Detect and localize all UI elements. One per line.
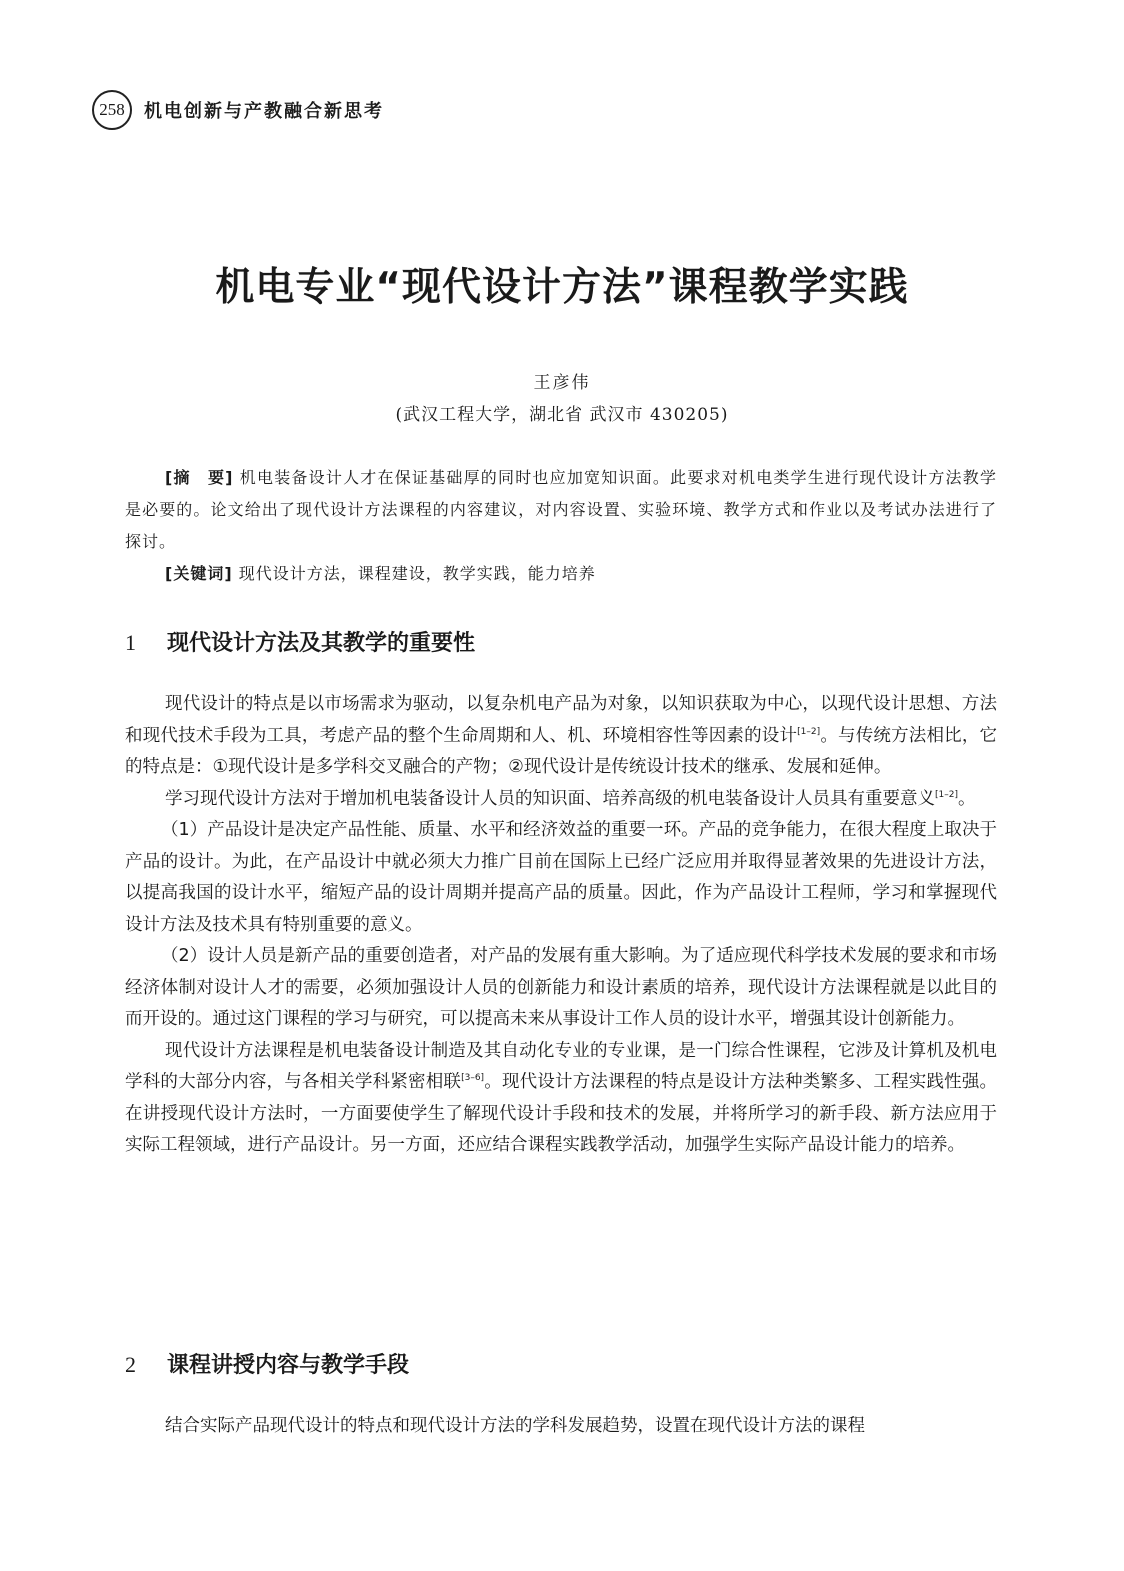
citation: [1–2] bbox=[797, 726, 821, 737]
paragraph: （1）产品设计是决定产品性能、质量、水平和经济效益的重要一环。产品的竞争能力，在很大程度上取决于产品的设计。为此，在产品设计中就必须大力推广目前在国际上已经广泛应用并取得显著效果的先进设计方法，以提高我国的设计水平，缩短产品的设计周期并提高产品的质量。因此，作为产品设计工程师，学习和掌握现代设计方法及技术具有特别重要的意义。 bbox=[125, 820, 997, 935]
paragraph-text: 现代设计方法课程是机电装备设计制造及其自动化专业的专业课，是一门综合性课程，它涉及计算机及机电学科的大部分内容，与各相关学科紧密相联 bbox=[125, 1040, 997, 1092]
author-affiliation: (武汉工程大学，湖北省 武汉市 430205) bbox=[395, 405, 729, 425]
paragraph bbox=[125, 689, 997, 784]
page-number: 258 bbox=[92, 90, 132, 130]
paragraph-text: 。与传统方法相比，它的特点是：①现代设计是多学科交叉融合的产物；②现代设计是传统设计技术的继承、发展和延伸。 bbox=[125, 725, 998, 777]
paragraph-text: 学习现代设计方法对于增加机电装备设计人员的知识面、培养高级的机电装备设计人员具有重要意义 bbox=[165, 788, 935, 809]
citation: [3–6] bbox=[461, 1073, 485, 1083]
citation: [1–2] bbox=[935, 789, 958, 800]
journal-title: 机电创新与产教融合新思考 bbox=[144, 101, 384, 122]
abstract-text: 机电装备设计人才在保证基础厚的同时也应加宽知识面。此要求对机电类学生进行现代设计方法教学是必要的。论文给出了现代设计方法课程的内容建议，对内容设置、实验环境、教学方式和作业以及考试办法进行了探讨。 bbox=[125, 468, 997, 551]
abstract-tag: [摘 要] bbox=[165, 468, 234, 487]
section-2-title: 课程讲授内容与教学手段 bbox=[167, 1353, 410, 1378]
section-2-number: 2 bbox=[125, 1352, 136, 1377]
section-1-body bbox=[125, 689, 997, 1162]
running-header bbox=[92, 88, 384, 132]
keywords-tag: [关键词] bbox=[165, 564, 233, 583]
abstract-block bbox=[125, 462, 997, 590]
abstract-paragraph bbox=[125, 462, 997, 558]
section-1-title: 现代设计方法及其教学的重要性 bbox=[167, 631, 476, 656]
paragraph: 结合实际产品现代设计的特点和现代设计方法的学科发展趋势，设置在现代设计方法的课程 bbox=[165, 1416, 865, 1436]
keywords-text: 现代设计方法，课程建设，教学实践，能力培养 bbox=[232, 564, 596, 583]
section-1-number: 1 bbox=[125, 630, 136, 655]
paragraph-text: 。 bbox=[957, 788, 976, 809]
paragraph-text: 现代设计的特点是以市场需求为驱动，以复杂机电产品为对象，以知识获取为中心，以现代设计思想、方法和现代技术手段为工具，考虑产品的整个生命周期和人、机、环境相容性等因素的设计 bbox=[125, 694, 997, 746]
paragraph-text: 。现代设计方法课程的特点是设计方法种类繁多、工程实践性强。在讲授现代设计方法时，一方面要使学生了解现代设计手段和技术的发展，并将所学习的新手段、新方法应用于实际工程领域，进行产品设计。另一方面，还应结合课程实践教学活动，加强学生实际产品设计能力的培养。 bbox=[125, 1072, 998, 1155]
paragraph bbox=[125, 784, 997, 816]
paragraph: （2）设计人员是新产品的重要创造者，对产品的发展有重大影响。为了适应现代科学技术发展的要求和市场经济体制对设计人才的需要，必须加强设计人员的创新能力和设计素质的培养，现代设计方法课程就是以此目的而开设的。通过这门课程的学习与研究，可以提高未来从事设计工作人员的设计水平，增强其设计创新能力。 bbox=[125, 946, 997, 1029]
section-2-body bbox=[125, 1411, 997, 1443]
section-2-heading bbox=[125, 1348, 997, 1379]
keywords-paragraph bbox=[125, 558, 997, 590]
paragraph bbox=[125, 1036, 997, 1162]
paper-title: 机电专业“现代设计方法”课程教学实践 bbox=[215, 265, 909, 310]
section-1-heading bbox=[125, 626, 997, 657]
author-name: 王彦伟 bbox=[533, 373, 591, 393]
